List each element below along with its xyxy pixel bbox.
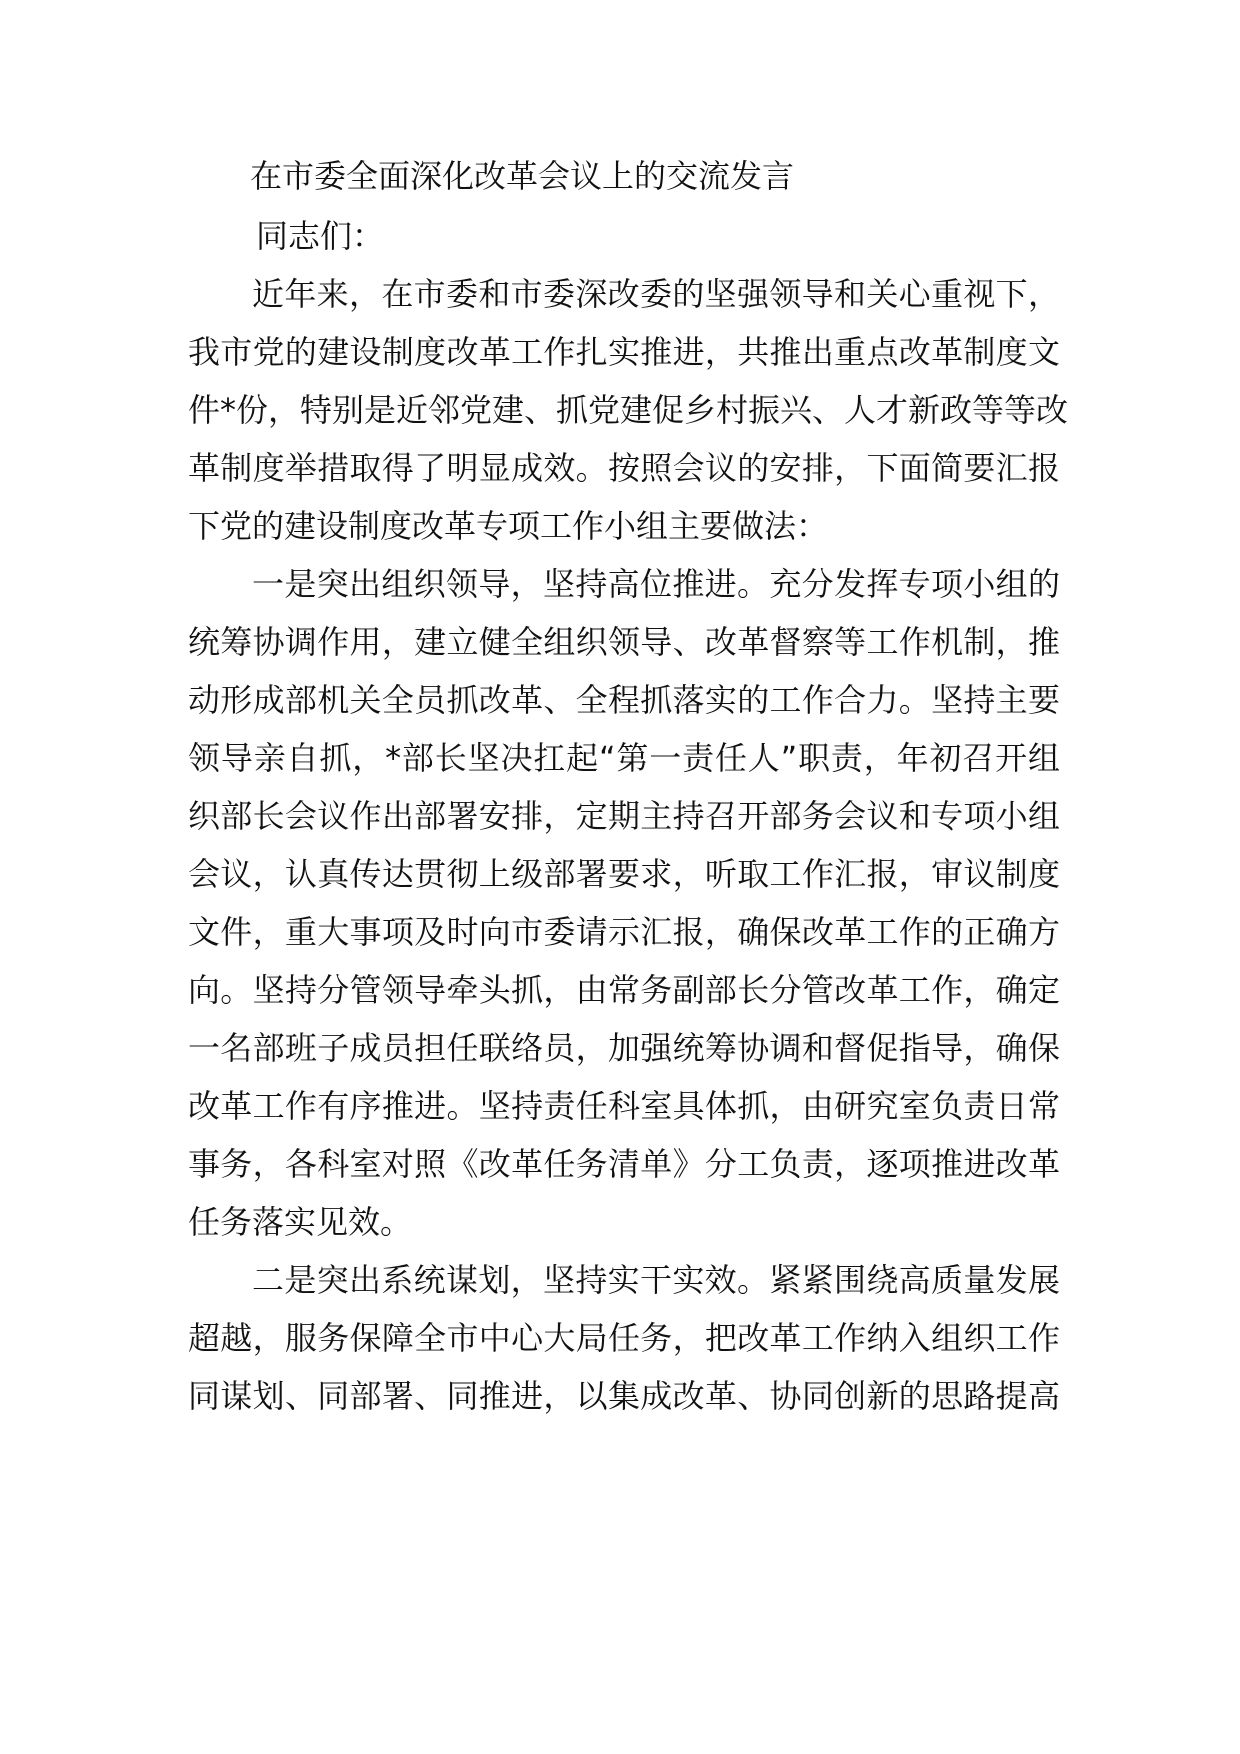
paragraph-line: 任务落实见效。 — [188, 1203, 413, 1241]
paragraph-line: 文件，重大事项及时向市委请示汇报，确保改革工作的正确方 — [188, 913, 1060, 951]
paragraph-line: 一是突出组织领导，坚持高位推进。充分发挥专项小组的 — [252, 565, 1060, 603]
greeting: 同志们： — [256, 217, 385, 255]
paragraph-line: 二是突出系统谋划，坚持实干实效。紧紧围绕高质量发展 — [252, 1261, 1060, 1299]
paragraph-line: 动形成部机关全员抓改革、全程抓落实的工作合力。坚持主要 — [188, 681, 1060, 719]
paragraph-line: 下党的建设制度改革专项工作小组主要做法： — [188, 507, 829, 545]
paragraph-line: 件*份，特别是近邻党建、抓党建促乡村振兴、人才新政等等改 — [188, 391, 1069, 429]
paragraph-line: 近年来，在市委和市委深改委的坚强领导和关心重视下， — [252, 275, 1060, 313]
paragraph-line: 一名部班子成员担任联络员，加强统筹协调和督促指导，确保 — [188, 1029, 1060, 1067]
paragraph-line: 会议，认真传达贯彻上级部署要求，听取工作汇报，审议制度 — [188, 855, 1060, 893]
paragraph-line: 统筹协调作用，建立健全组织领导、改革督察等工作机制，推 — [188, 623, 1060, 661]
document-title: 在市委全面深化改革会议上的交流发言 — [250, 157, 795, 195]
paragraph-line: 向。坚持分管领导牵头抓，由常务副部长分管改革工作，确定 — [188, 971, 1060, 1009]
paragraph-line: 超越，服务保障全市中心大局任务，把改革工作纳入组织工作 — [188, 1319, 1060, 1357]
paragraph-line: 改革工作有序推进。坚持责任科室具体抓，由研究室负责日常 — [188, 1087, 1060, 1125]
paragraph-line: 我市党的建设制度改革工作扎实推进，共推出重点改革制度文 — [188, 333, 1060, 371]
paragraph-line: 织部长会议作出部署安排，定期主持召开部务会议和专项小组 — [188, 797, 1060, 835]
paragraph-line: 同谋划、同部署、同推进，以集成改革、协同创新的思路提高 — [188, 1377, 1060, 1415]
paragraph-line: 革制度举措取得了明显成效。按照会议的安排，下面简要汇报 — [188, 449, 1060, 487]
paragraph-line: 事务，各科室对照《改革任务清单》分工负责，逐项推进改革 — [188, 1145, 1060, 1183]
paragraph-line: 领导亲自抓，*部长坚决扛起“第一责任人”职责，年初召开组 — [188, 739, 1060, 777]
